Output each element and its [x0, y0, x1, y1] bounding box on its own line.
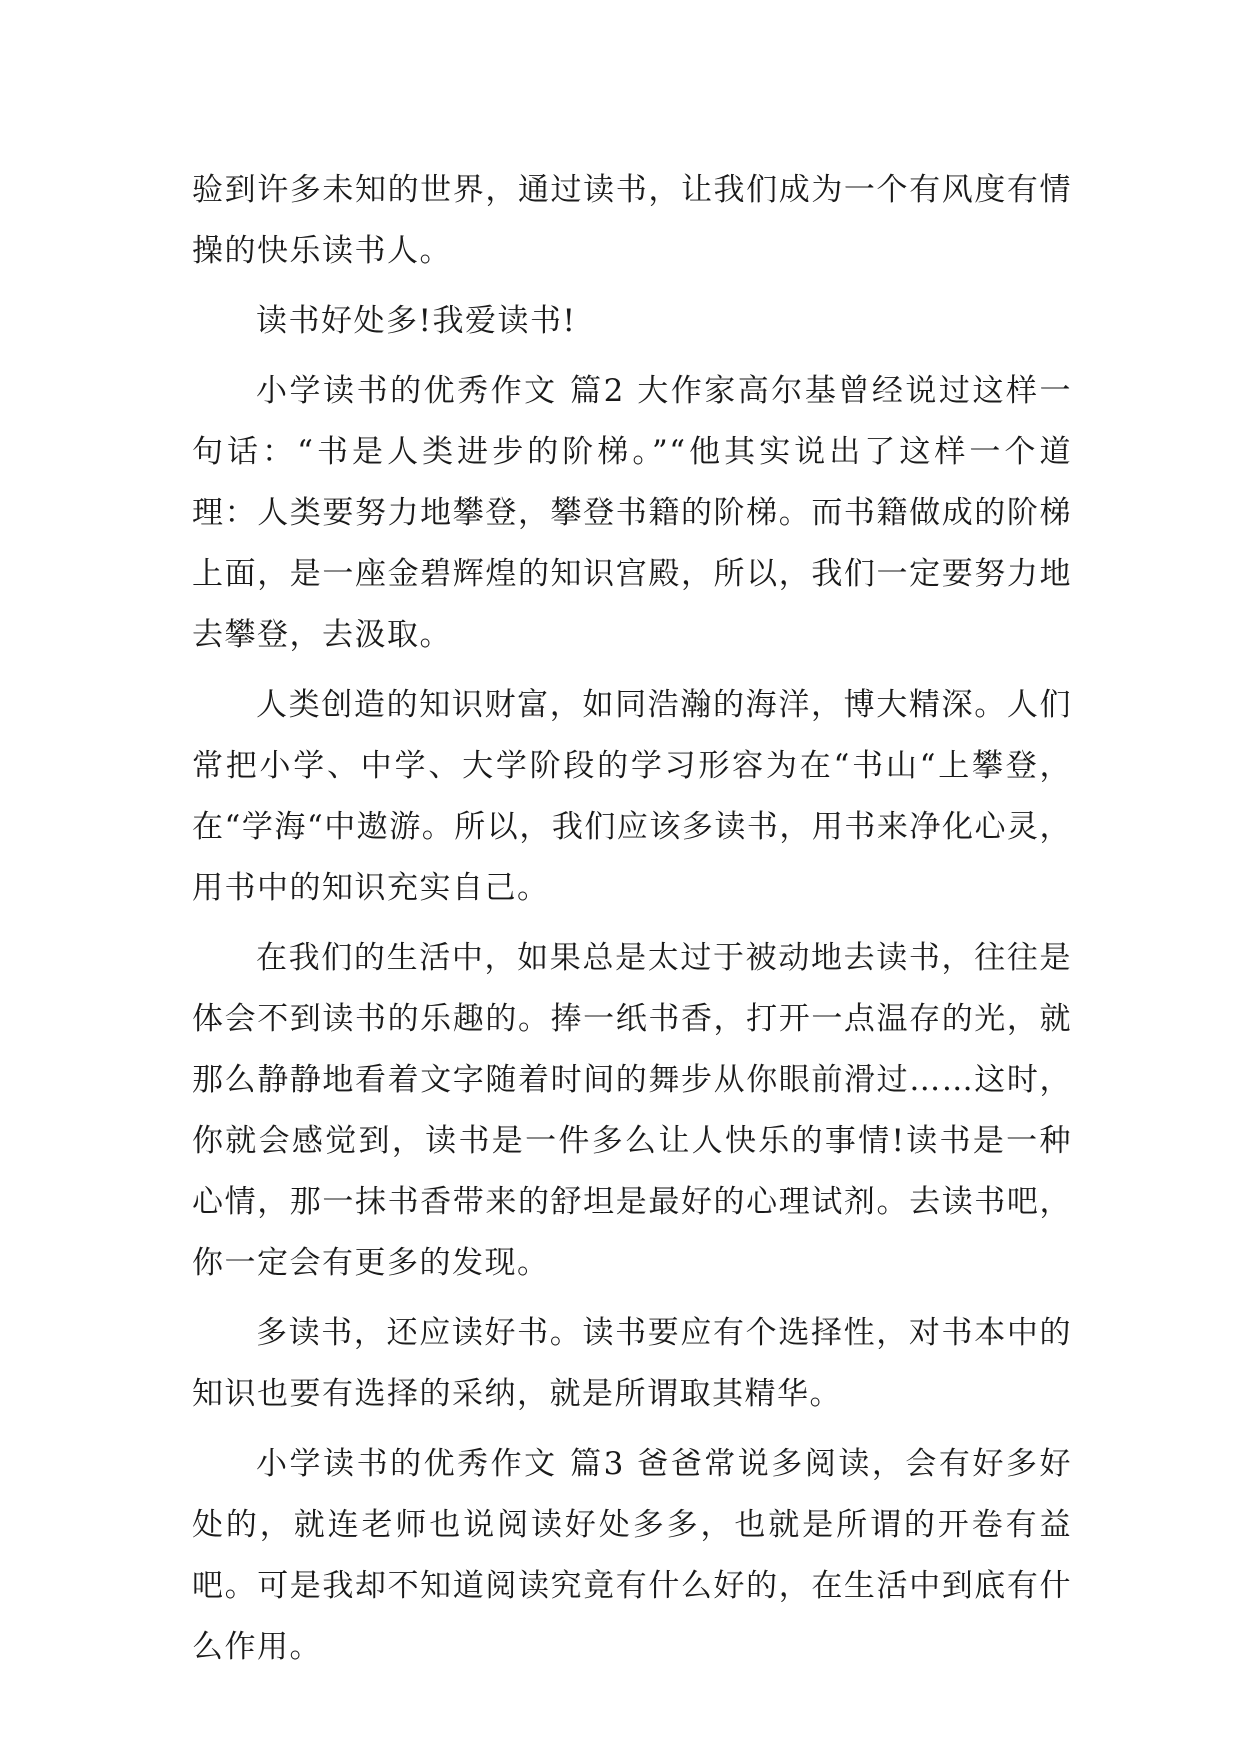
paragraph-1: 验到许多未知的世界，通过读书，让我们成为一个有风度有情操的快乐读书人。: [192, 172, 1072, 269]
paragraph-5: 在我们的生活中，如果总是太过于被动地去读书，往往是体会不到读书的乐趣的。捧一纸书香，打开一点温存的光，就那么静静地看着文字随着时间的舞步从你眼前滑过……这时，你就会感觉到，读书是一件多么让人快乐的事情!读书是一种心情，那一抹书香带来的舒坦是最好的心理试剂。去读书吧，你一定会有更多的发现。: [192, 940, 1072, 1281]
paragraph-6: 多读书，还应读好书。读书要应有个选择性，对书本中的知识也要有选择的采纳，就是所谓取其精华。: [192, 1315, 1072, 1412]
paragraph-4: 人类创造的知识财富，如同浩瀚的海洋，博大精深。人们常把小学、中学、大学阶段的学习形容为在“书山“上攀登，在“学海“中遨游。所以，我们应该多读书，用书来净化心灵，用书中的知识充实自己。: [192, 687, 1072, 906]
paragraph-7: 小学读书的优秀作文 篇3 爸爸常说多阅读，会有好多好处的，就连老师也说阅读好处多多，也就是所谓的开卷有益吧。可是我却不知道阅读究竟有什么好的，在生活中到底有什么作用。: [192, 1446, 1072, 1665]
paragraph-3: 小学读书的优秀作文 篇2 大作家高尔基曾经说过这样一句话：“书是人类进步的阶梯。”“他其实说出了这样一个道理：人类要努力地攀登，攀登书籍的阶梯。而书籍做成的阶梯上面，是一座金碧辉煌的知识宫殿，所以，我们一定要努力地去攀登，去汲取。: [192, 373, 1072, 653]
document-body: [192, 160, 1072, 1687]
paragraph-2: 读书好处多!我爱读书!: [256, 303, 577, 339]
